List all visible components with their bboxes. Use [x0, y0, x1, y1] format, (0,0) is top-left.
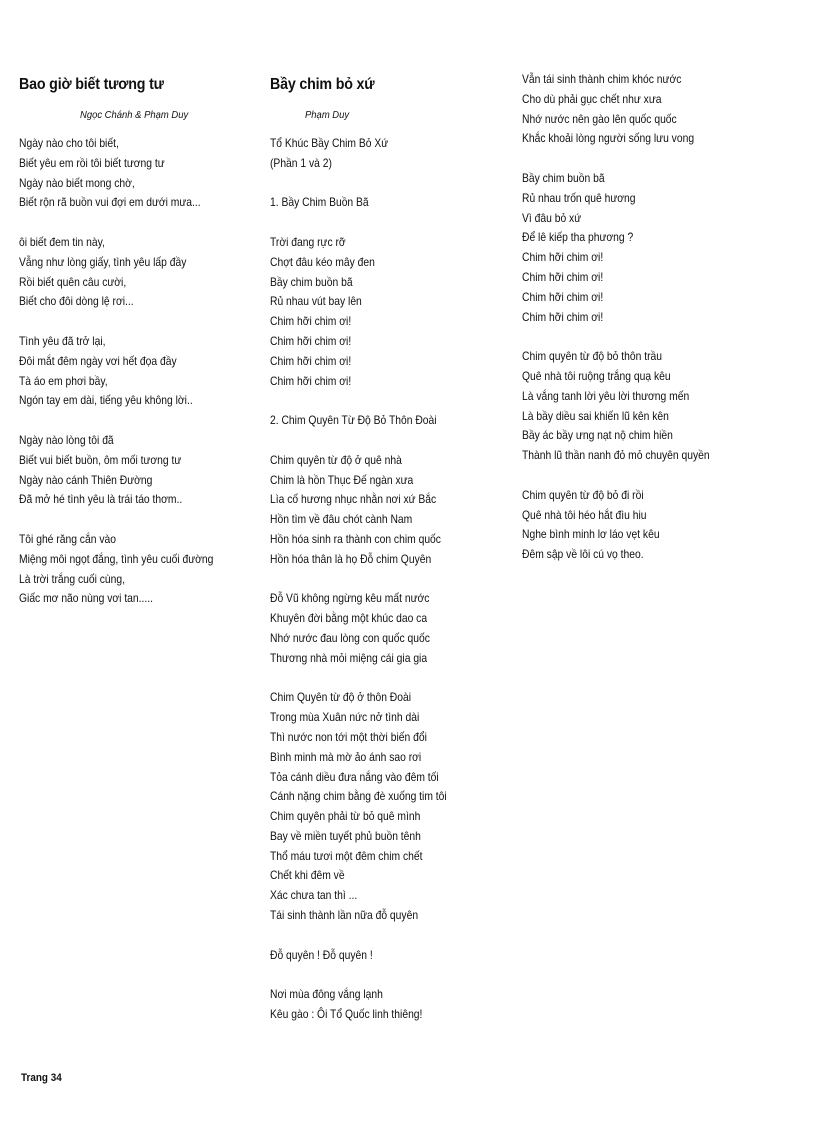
- verse-line: Bầy chim buồn bã: [270, 274, 353, 289]
- verse-line: Biết rộn rã buồn vui đợi em dưới mưa...: [19, 195, 201, 210]
- verse-line: Chim hỡi chim ơi!: [270, 333, 352, 348]
- verse-line: Vì đâu bỏ xứ: [522, 210, 582, 225]
- verse-line: Biết yêu em rồi tôi biết tương tư: [19, 155, 165, 170]
- verse-line: Cho dù phải gục chết như xưa: [522, 91, 662, 106]
- verse-line: Chim quyên từ độ bỏ đi rồi: [522, 487, 644, 502]
- verse-line: Trời đang rực rỡ: [270, 234, 346, 249]
- verse-line: Hồn hóa thân là họ Đỗ chim Quyên: [270, 551, 432, 566]
- verse-line: Tổ Khúc Bầy Chim Bỏ Xứ: [270, 136, 389, 150]
- verse-line: Chim quyên từ độ bỏ thôn trầu: [522, 349, 663, 364]
- stanza-gap: [270, 174, 475, 194]
- verse-line: Tà áo em phơi bầy,: [19, 373, 108, 388]
- verse-line: 1. Bầy Chim Buồn Bã: [270, 195, 369, 210]
- verse-line: Đã mở hé tình yêu là trái táo thơm..: [19, 492, 183, 507]
- verse-line: Là bầy diều sai khiến lũ kên kên: [522, 408, 669, 423]
- verse-line: Chim quyên từ độ ở quê nhà: [270, 452, 402, 467]
- verse-line: (Phần 1 và 2): [270, 155, 332, 170]
- verse-line: Xác chưa tan thì ...: [270, 888, 358, 903]
- verse-line: Tái sinh thành lần nữa đỗ quyên: [270, 908, 419, 923]
- verse-line: Chim là hồn Thục Đế ngàn xưa: [270, 472, 414, 487]
- verse-line: Cánh nặng chim bằng đè xuống tim tôi: [270, 789, 447, 804]
- stanza-gap: [522, 149, 740, 169]
- verse-line: Chim hỡi chim ơi!: [270, 373, 352, 388]
- verse-line: Chim hỡi chim ơi!: [522, 250, 604, 265]
- verse-line: Chim hỡi chim ơi!: [522, 269, 604, 284]
- verse-line: Biết vui biết buồn, ôm mối tương tư: [19, 452, 182, 467]
- verse-line: 2. Chim Quyên Từ Độ Bỏ Thôn Đoài: [270, 413, 437, 428]
- stanza-gap: [270, 669, 475, 689]
- verse-line: Rủ nhau vút bay lên: [270, 294, 362, 309]
- verse-line: Chim quyên phải từ bỏ quê mình: [270, 809, 421, 824]
- verse-line: Ngón tay em dài, tiếng yêu không lời..: [19, 393, 193, 408]
- verse-line: Nhớ nước đau lòng con quốc quốc: [270, 630, 430, 645]
- poem2-author: Phạm Duy: [305, 109, 350, 121]
- verse-line: Chim hỡi chim ơi!: [522, 309, 604, 324]
- verse-line: Chợt đâu kéo mây đen: [270, 254, 375, 269]
- verse-line: Chim hỡi chim ơi!: [522, 289, 604, 304]
- verse-line: Chim hỡi chim ơi!: [270, 353, 352, 368]
- verse-line: Thương nhà mỏi miệng cái gia gia: [270, 650, 428, 665]
- verse-line: Ngày nào lòng tôi đã: [19, 432, 114, 447]
- stanza-gap: [522, 466, 740, 486]
- verse-line: Thì nước non tới một thời biến đổi: [270, 729, 427, 744]
- verse-line: Trong mùa Xuân nức nở tình dài: [270, 710, 420, 725]
- page-number: Trang 34: [21, 1072, 62, 1084]
- poem1-lines: [19, 134, 245, 609]
- stanza-gap: [270, 926, 475, 946]
- verse-line: Quê nhà tôi ruộng trắng quạ kêu: [522, 368, 671, 383]
- verse-line: Quê nhà tôi héo hắt đìu hiu: [522, 507, 647, 522]
- verse-line: Lìa cố hương nhục nhằn nơi xứ Bắc: [270, 492, 437, 507]
- verse-line: Rủ nhau trốn quê hương: [522, 190, 636, 205]
- verse-line: Bầy ác bầy ưng nạt nộ chim hiền: [522, 428, 673, 443]
- verse-line: Thổ máu tươi một đêm chim chết: [270, 848, 423, 863]
- verse-line: Nghe bình minh lơ láo vẹt kêu: [522, 527, 660, 542]
- stanza-gap: [19, 213, 245, 233]
- verse-line: Bầy chim buồn bã: [522, 170, 605, 185]
- verse-line: Bay về miền tuyết phủ buồn tênh: [270, 828, 421, 843]
- verse-line: Đôi mắt đêm ngày vơi hết đọa đầy: [19, 353, 177, 368]
- verse-line: Đỗ Vũ không ngừng kêu mất nước: [270, 591, 430, 606]
- verse-line: Ngày nào cho tôi biết,: [19, 136, 119, 150]
- verse-line: Miệng môi ngọt đắng, tình yêu cuối đường: [19, 551, 214, 566]
- stanza-gap: [522, 327, 740, 347]
- verse-line: Kêu gào : Ôi Tổ Quốc linh thiêng!: [270, 1007, 423, 1022]
- stanza-gap: [270, 570, 475, 590]
- verse-line: Bình minh mà mờ ảo ánh sao rơi: [270, 749, 422, 764]
- verse-line: Chim hỡi chim ơi!: [270, 314, 352, 329]
- stanza-gap: [19, 411, 245, 431]
- verse-line: Để lê kiếp tha phương ?: [522, 230, 634, 245]
- verse-line: Là vắng tanh lời yêu lời thương mến: [522, 388, 690, 403]
- verse-line: Chết khi đêm về: [270, 868, 345, 883]
- verse-line: Khắc khoải lòng người sống lưu vong: [522, 131, 695, 146]
- verse-line: Rồi biết quên câu cười,: [19, 274, 127, 289]
- stanza-gap: [19, 312, 245, 332]
- verse-line: Đỗ quyên ! Đỗ quyên !: [270, 947, 373, 962]
- verse-line: Nơi mùa đông vắng lạnh: [270, 987, 383, 1002]
- verse-line: Hồn hóa sinh ra thành con chim quốc: [270, 531, 441, 546]
- stanza-gap: [270, 965, 475, 985]
- verse-line: Thành lũ thần nanh đỏ mỏ chuyên quyền: [522, 448, 710, 463]
- verse-line: Ngày nào cánh Thiên Đường: [19, 472, 153, 487]
- verse-line: Hồn tìm về đâu chót cành Nam: [270, 512, 413, 527]
- verse-line: ôi biết đem tin này,: [19, 234, 105, 249]
- poem1-author: Ngọc Chánh & Phạm Duy: [80, 109, 189, 121]
- verse-line: Tình yêu đã trở lại,: [19, 333, 106, 348]
- verse-line: Khuyên đời bằng một khúc dao ca: [270, 611, 428, 626]
- poem2-title: Bầy chim bỏ xứ: [270, 76, 375, 93]
- verse-line: Vẫn tái sinh thành chim khóc nước: [522, 72, 682, 86]
- stanza-gap: [270, 213, 475, 233]
- verse-line: Biết cho đôi dòng lệ rơi...: [19, 294, 134, 309]
- poem1-title: Bao giờ biết tương tư: [19, 76, 164, 93]
- verse-line: Ngày nào biết mong chờ,: [19, 175, 135, 190]
- verse-line: Chim Quyên từ độ ở thôn Đoài: [270, 690, 412, 705]
- verse-line: Nhớ nước nên gào lên quốc quốc: [522, 111, 677, 126]
- stanza-gap: [270, 391, 475, 411]
- verse-line: Giấc mơ não nùng vơi tan.....: [19, 591, 153, 606]
- verse-line: Vẫng như lòng giấy, tình yêu lấp đầy: [19, 254, 187, 269]
- poem2-lines: [270, 134, 475, 1025]
- verse-line: Tỏa cánh diều đưa nắng vào đêm tối: [270, 769, 439, 784]
- verse-line: Tôi ghé răng cắn vào: [19, 531, 116, 546]
- poem2-continued-lines: [522, 70, 740, 565]
- verse-line: Là trời trắng cuối cùng,: [19, 571, 126, 586]
- verse-line: Đêm sập về lôi cú vọ theo.: [522, 547, 644, 562]
- stanza-gap: [270, 431, 475, 451]
- stanza-gap: [19, 510, 245, 530]
